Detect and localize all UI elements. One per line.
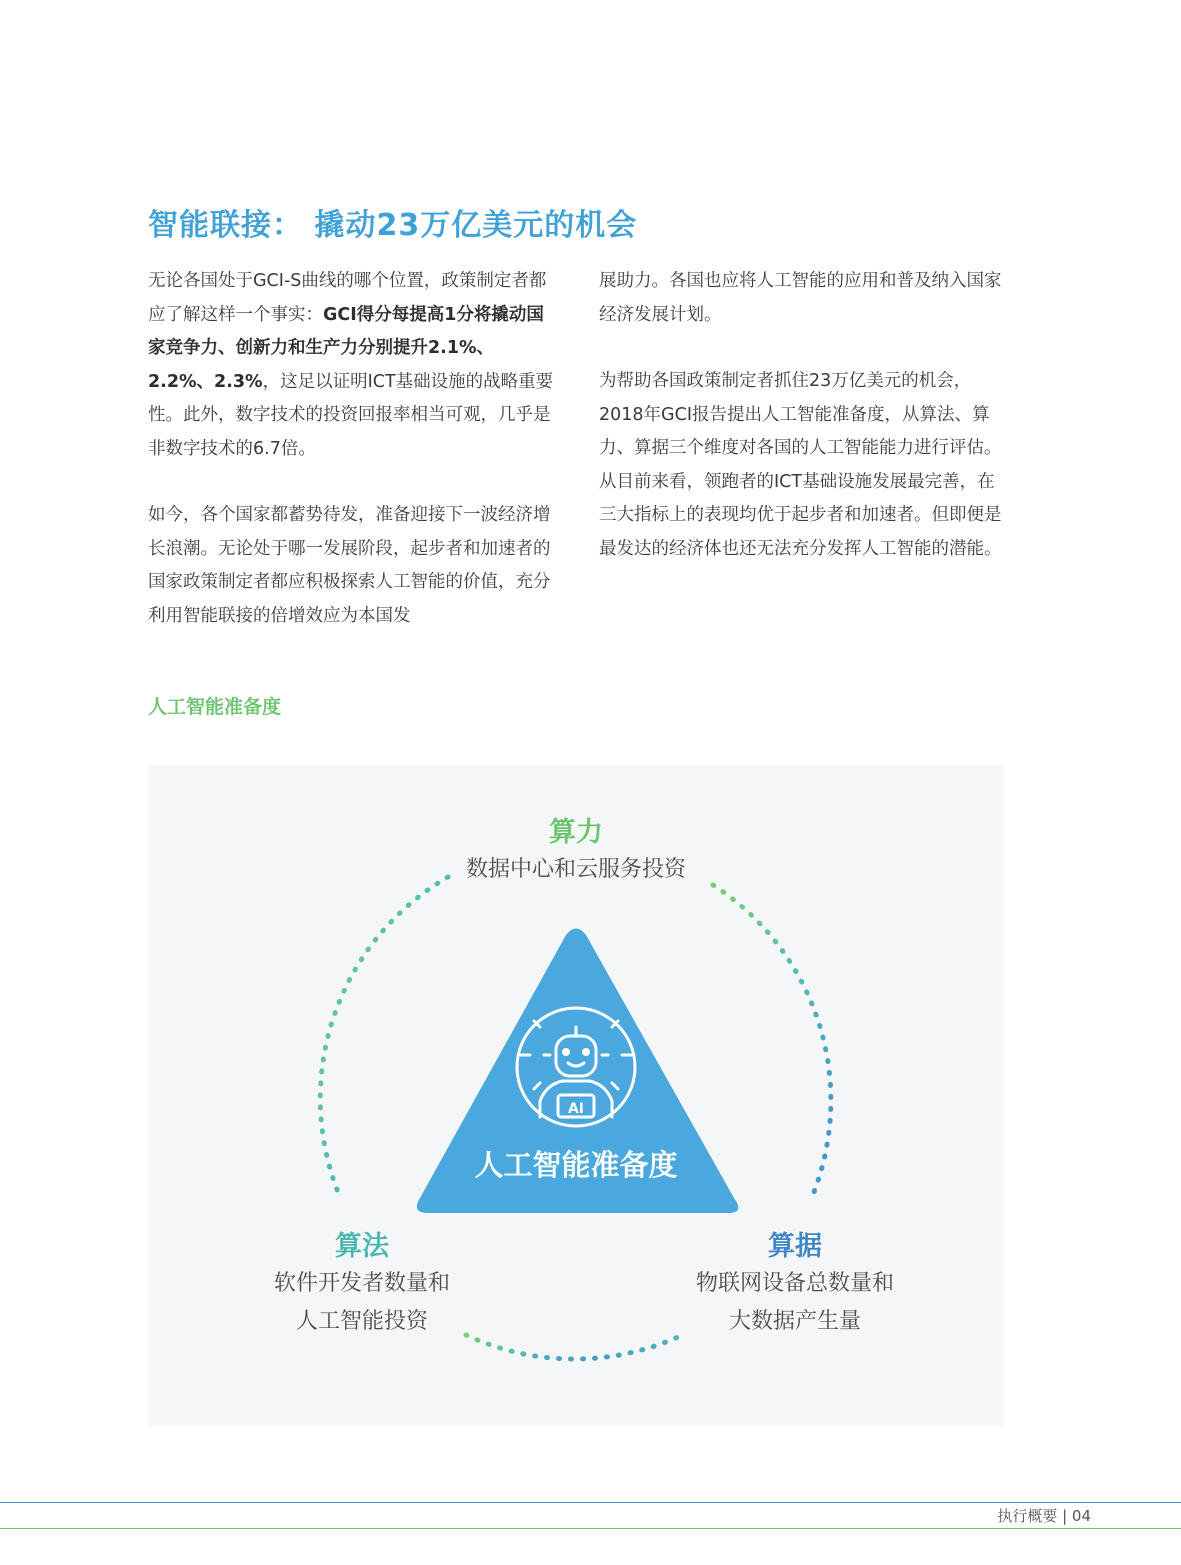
left-node-desc-line2: 人工智能投资	[295, 1309, 428, 1334]
right-node-label	[650, 1229, 940, 1341]
top-node-heading: 算力	[549, 817, 603, 848]
right-paragraph-1: 展助力。各国也应将人工智能的应用和普及纳入国家经济发展计划。	[599, 271, 1002, 325]
emphasis-text: GCI得分每提高1分将撬动国家竞争力、创新力和生产力分别提升2.1%、2.2%、2.3%	[148, 304, 544, 392]
right-column	[599, 265, 1005, 599]
left-node-heading: 算法	[335, 1231, 389, 1262]
left-node-label	[232, 1229, 492, 1341]
left-column	[148, 265, 554, 666]
page-title: 智能联接： 撬动23万亿美元的机会	[148, 208, 638, 243]
dotted-divider	[148, 732, 1004, 742]
left-paragraph-1: 无论各国处于GCI-S曲线的哪个位置，政策制定者都应了解这样一个事实：GCI得分每提高1分将撬动国家竞争力、创新力和生产力分别提升2.1%、2.2%、2.3%，这足以证明ICT基础设施的战略重要性。此外，数字技术的投资回报率相当可观，几乎是非数字技术的6.7倍。	[148, 271, 554, 459]
robot-badge-text: AI	[567, 1101, 585, 1117]
right-node-heading: 算据	[768, 1231, 822, 1262]
footer-rule-blue	[0, 1502, 1181, 1503]
left-paragraph-2: 如今，各个国家都蓄势待发，准备迎接下一波经济增长浪潮。无论处于哪一发展阶段，起步者和加速者的国家政策制定者都应积极探索人工智能的价值，充分利用智能联接的倍增效应为本国发	[148, 505, 551, 626]
left-node-desc-line1: 软件开发者数量和	[273, 1271, 450, 1296]
right-node-desc-line1: 物联网设备总数量和	[695, 1271, 894, 1296]
page-footer: 执行概要 | 04	[997, 1507, 1091, 1525]
right-node-desc-line2: 大数据产生量	[728, 1309, 861, 1334]
arc-top-left	[320, 877, 448, 1197]
arc-bottom	[466, 1335, 678, 1359]
footer-rule-green	[0, 1528, 1181, 1529]
top-node-desc: 数据中心和云服务投资	[465, 857, 686, 882]
section-title: 人工智能准备度	[148, 696, 282, 718]
ai-readiness-diagram	[148, 765, 1004, 1426]
right-paragraph-2: 为帮助各国政策制定者抓住23万亿美元的机会，2018年GCI报告提出人工智能准备度，从算法、算力、算据三个维度对各国的人工智能能力进行评估。从目前来看，领跑者的ICT基础设施发展最完善，在三大指标上的表现均优于起步者和加速者。但即便是最发达的经济体也还无法充分发挥人工智能的潜能。	[599, 371, 1002, 559]
top-node-label	[426, 815, 726, 889]
arc-top-right	[713, 885, 831, 1197]
center-label: 人工智能准备度	[474, 1148, 678, 1182]
